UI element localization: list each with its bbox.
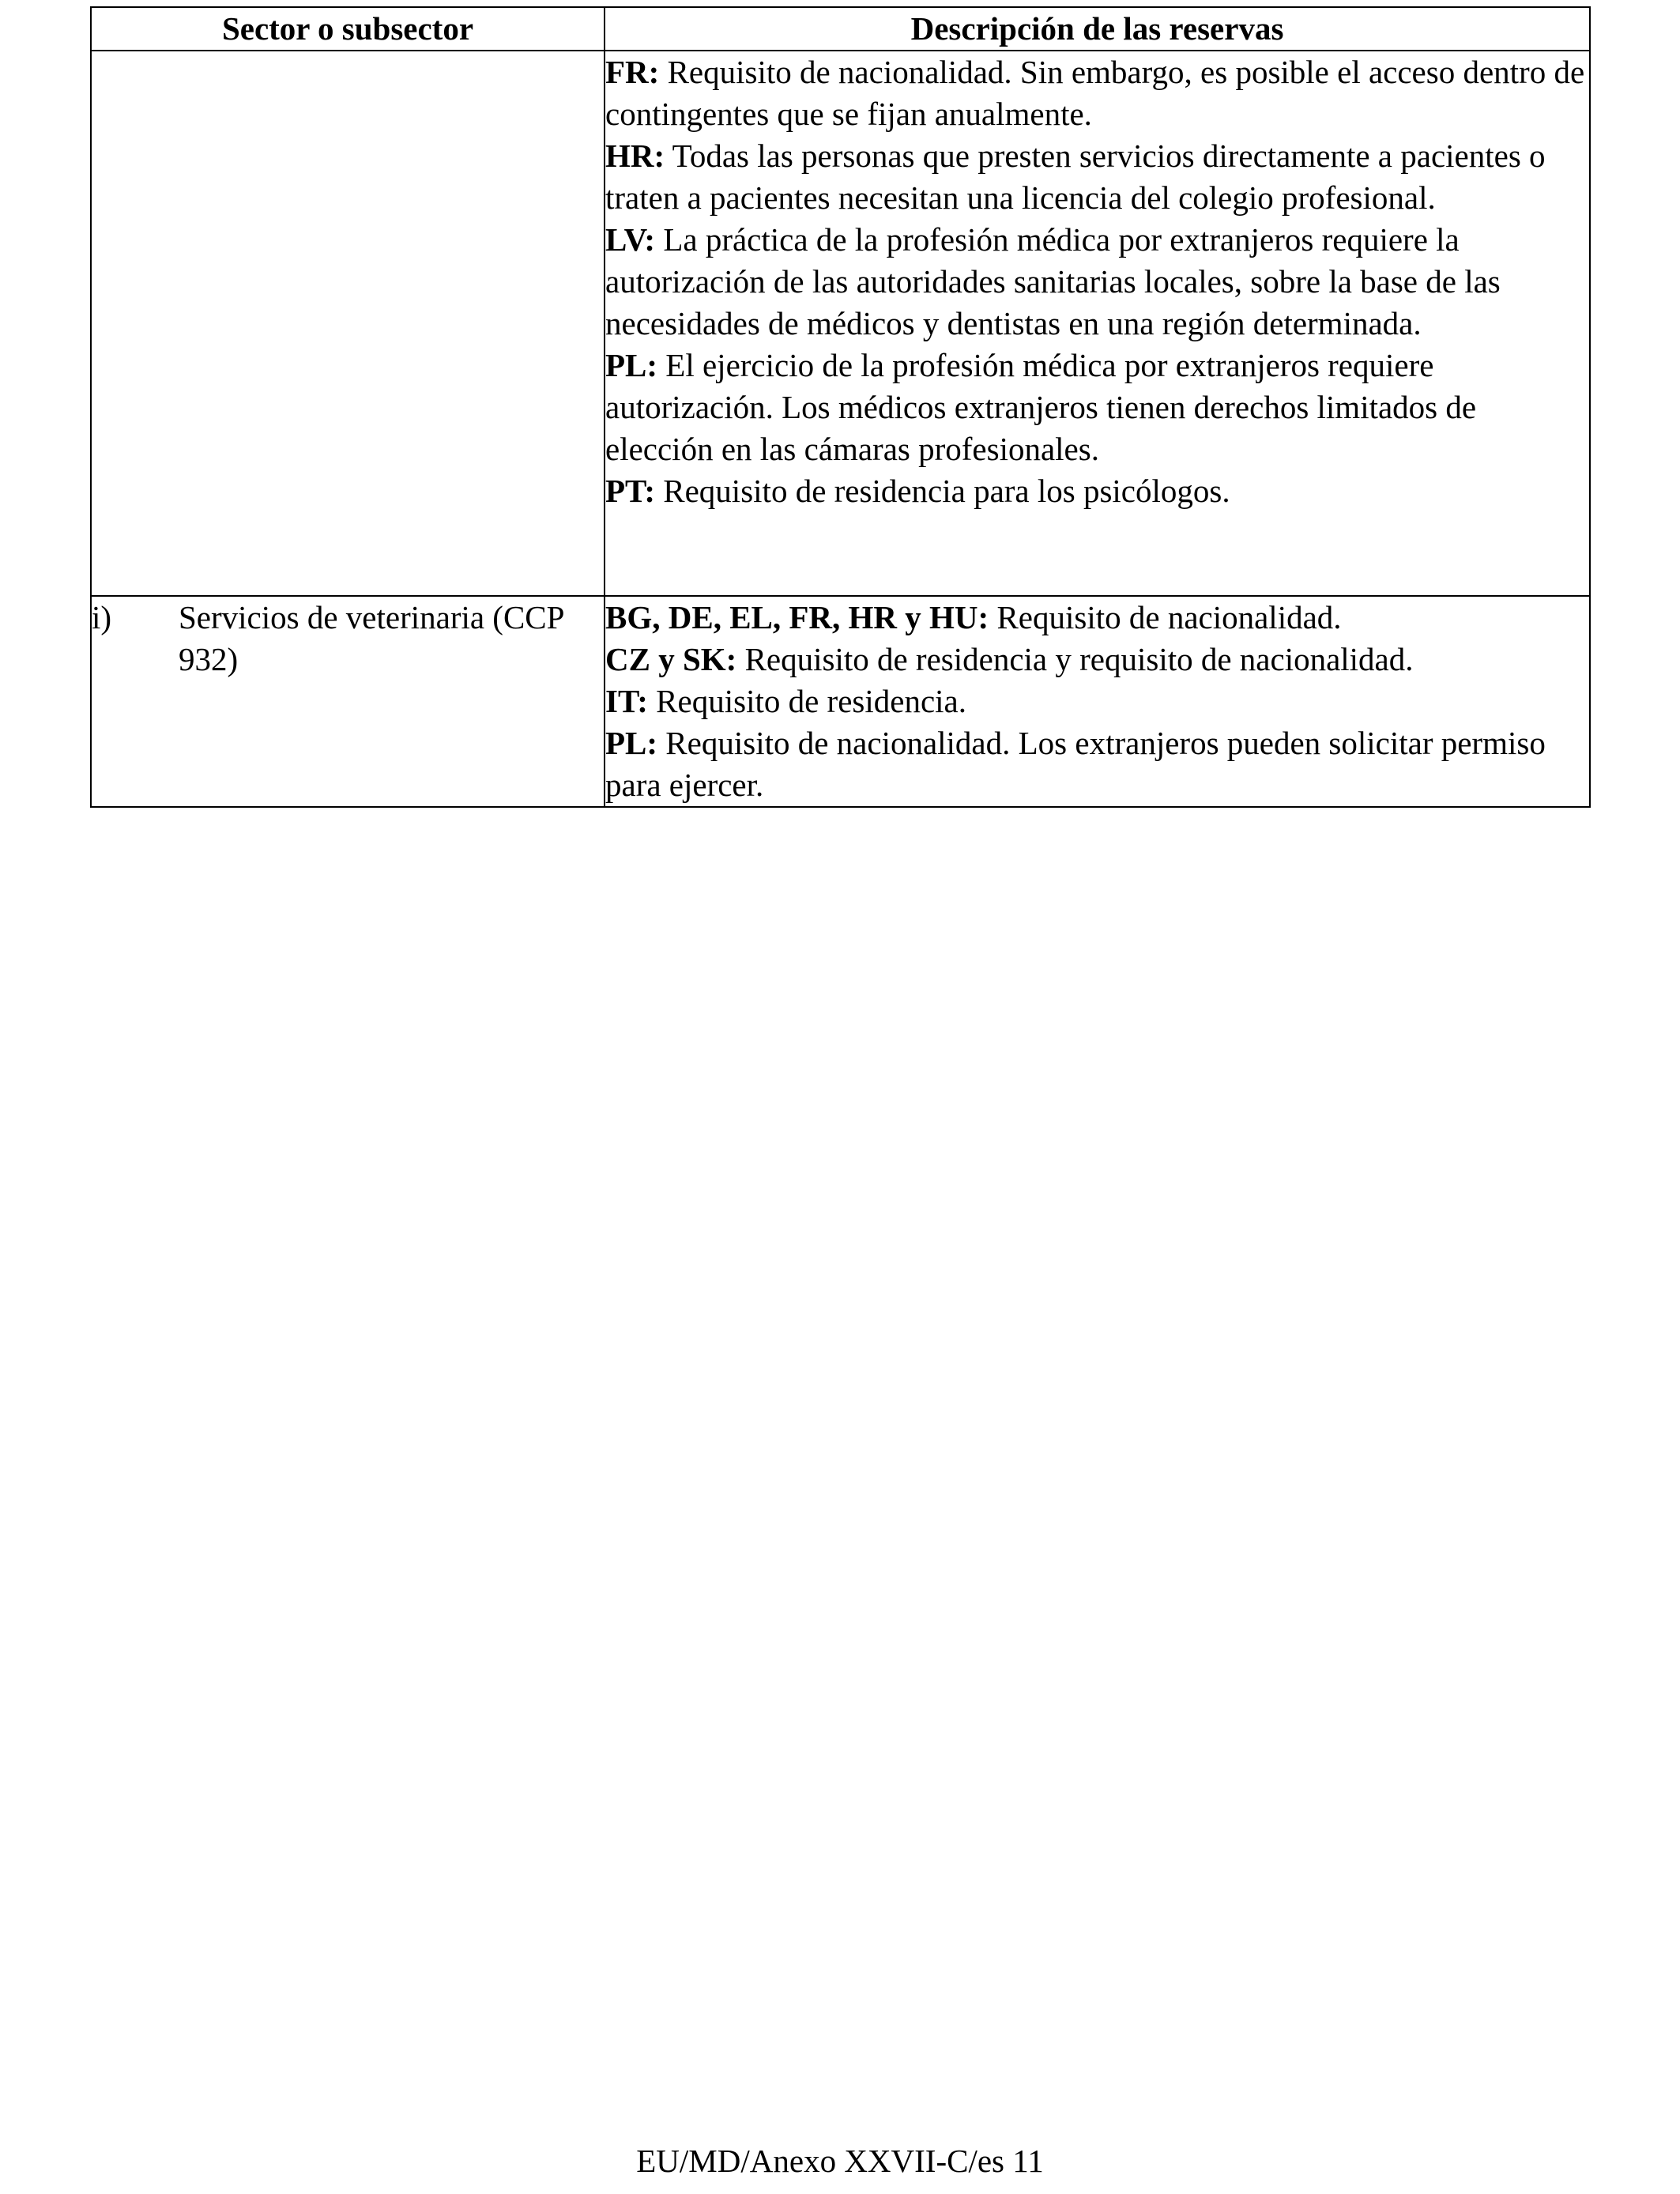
description-cell <box>605 596 1590 807</box>
country-code: CZ y SK: <box>605 641 737 677</box>
reservation-entry <box>605 639 1589 680</box>
country-code: BG, DE, EL, FR, HR y HU: <box>605 599 989 635</box>
table-header-row <box>91 7 1590 51</box>
reservation-text: El ejercicio de la profesión médica por extranjeros requiere autorización. Los médicos extranjeros tienen derechos limitados de elección en las cámaras profesionales. <box>605 347 1477 467</box>
reservation-entry <box>605 345 1589 470</box>
header-sector: Sector o subsector <box>91 7 605 51</box>
reservation-text: La práctica de la profesión médica por extranjeros requiere la autorización de las autoridades sanitarias locales, sobre la base de las necesidades de médicos y dentistas en una región determinada. <box>605 221 1501 341</box>
sector-cell <box>91 596 605 807</box>
country-code: IT: <box>605 683 648 719</box>
reservation-text: Requisito de nacionalidad. <box>989 599 1342 635</box>
reservation-entry <box>605 135 1589 219</box>
page-footer: EU/MD/Anexo XXVII-C/es 11 <box>636 2143 1044 2179</box>
reservation-entry <box>605 722 1589 806</box>
reservation-text: Requisito de residencia. <box>647 683 966 719</box>
country-code: PL: <box>605 347 658 383</box>
reservation-entry <box>605 219 1589 345</box>
sector-cell <box>91 51 605 596</box>
table-row <box>91 596 1590 807</box>
table-row <box>91 51 1590 596</box>
country-code: FR: <box>605 54 660 90</box>
reservation-entry <box>605 680 1589 722</box>
reservation-entry <box>605 51 1589 135</box>
reservation-text: Requisito de nacionalidad. Sin embargo, es posible el acceso dentro de contingentes que se fijan anualmente. <box>605 54 1585 132</box>
country-code: HR: <box>605 138 665 174</box>
reservation-entry <box>605 470 1589 512</box>
country-code: PL: <box>605 725 658 761</box>
reservation-text: Requisito de residencia y requisito de nacionalidad. <box>736 641 1414 677</box>
reservation-text: Requisito de nacionalidad. Los extranjeros pueden solicitar permiso para ejercer. <box>605 725 1546 803</box>
sector-name: Servicios de veterinaria (CCP 932) <box>179 599 563 677</box>
reservations-table <box>90 6 1591 808</box>
reservation-text: Todas las personas que presten servicios directamente a pacientes o traten a pacientes necesitan una licencia del colegio profesional. <box>605 138 1546 216</box>
sector-number: i) <box>92 599 112 635</box>
header-description: Descripción de las reservas <box>605 7 1590 51</box>
description-cell <box>605 51 1590 596</box>
reservation-entry <box>605 597 1589 639</box>
country-code: PT: <box>605 473 656 509</box>
country-code: LV: <box>605 221 656 258</box>
reservation-text: Requisito de residencia para los psicólogos. <box>655 473 1230 509</box>
